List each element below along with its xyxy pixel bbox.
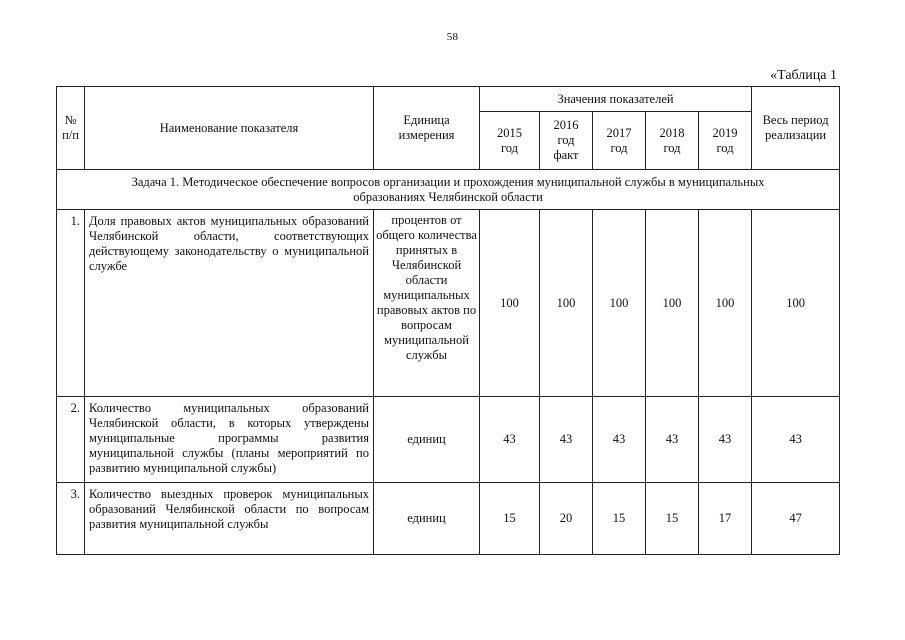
header-row-top (57, 87, 840, 112)
header-year-suffix: год (500, 140, 519, 155)
indicator-name: Количество выездных проверок муниципальных образований Челябинской области по вопросам развития муниципальной службы (85, 483, 374, 555)
header-total: Весь период реализации (752, 87, 840, 170)
indicator-unit: единиц (374, 483, 480, 555)
indicator-unit: процентов от общего количества принятых в Челябинской области муниципальных правовых актов по вопросам муниципальной службы (374, 210, 480, 397)
header-year-cell (699, 112, 752, 170)
value-total: 43 (752, 397, 840, 483)
indicators-table (56, 86, 840, 555)
row-number: 1. (57, 210, 85, 397)
value-2015: 43 (480, 397, 540, 483)
value-2019: 100 (699, 210, 752, 397)
header-year: 2018 (659, 125, 685, 140)
header-year-cell (593, 112, 646, 170)
header-year: 2019 (712, 125, 738, 140)
value-2016: 20 (540, 483, 593, 555)
row-number: 2. (57, 397, 85, 483)
header-year: 2016 (553, 118, 579, 132)
header-year: 2015 (497, 125, 522, 140)
header-year-cell (540, 112, 593, 170)
task-row (57, 170, 840, 210)
header-values: Значения показателей (480, 87, 752, 112)
header-year-suffix: год (716, 140, 734, 155)
value-2016: 43 (540, 397, 593, 483)
value-2018: 15 (646, 483, 699, 555)
value-2018: 100 (646, 210, 699, 397)
header-year-suffix: год (663, 140, 681, 155)
row-number: 3. (57, 483, 85, 555)
value-2017: 43 (593, 397, 646, 483)
indicator-unit: единиц (374, 397, 480, 483)
header-name: Наименование показателя (85, 87, 374, 170)
value-2016: 100 (540, 210, 593, 397)
value-2015: 100 (480, 210, 540, 397)
header-year: 2017 (606, 125, 632, 140)
page-number: 58 (446, 31, 459, 43)
value-2019: 43 (699, 397, 752, 483)
value-2019: 17 (699, 483, 752, 555)
value-total: 47 (752, 483, 840, 555)
value-2017: 100 (593, 210, 646, 397)
value-2018: 43 (646, 397, 699, 483)
table-row (57, 397, 840, 483)
header-year-suffix: год факт (553, 133, 579, 162)
header-unit: Единица измерения (374, 87, 480, 170)
indicator-name: Доля правовых актов муниципальных образований Челябинской области, соответствующих действующему законодательству о муниципальной службе (85, 210, 374, 397)
header-num: № п/п (57, 87, 85, 170)
indicator-name: Количество муниципальных образований Челябинской области, в которых утверждены муниципальные программы развития муниципальной службы (планы мероприятий по развитию муниципальной службы) (85, 397, 374, 483)
value-2015: 15 (480, 483, 540, 555)
table-row (57, 483, 840, 555)
header-year-cell (480, 112, 540, 170)
header-year-suffix: год (610, 140, 628, 155)
table-row (57, 210, 840, 397)
value-2017: 15 (593, 483, 646, 555)
header-year-cell (646, 112, 699, 170)
table-caption: «Таблица 1 (770, 68, 837, 83)
value-total: 100 (752, 210, 840, 397)
task-title: Задача 1. Методическое обеспечение вопросов организации и прохождения муниципальной службы в муниципальных образованиях Челябинской области (57, 170, 840, 210)
